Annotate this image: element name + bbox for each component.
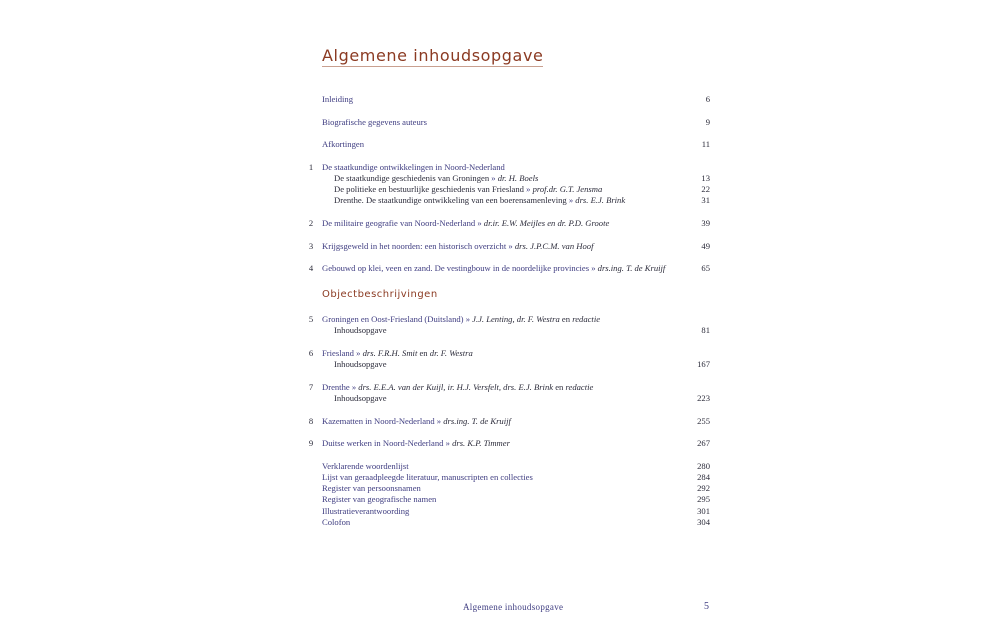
- entry-author: en: [553, 382, 566, 392]
- entry-page-number: 301: [697, 506, 710, 516]
- entry-page-number: 13: [701, 173, 710, 183]
- entry-title: Register van persoonsnamen: [322, 483, 421, 493]
- entry-page-number: 22: [701, 184, 710, 194]
- page-title: Algemene inhoudsopgave: [322, 46, 544, 65]
- toc-entry: [0, 493, 1000, 505]
- entry-author: en: [417, 348, 430, 358]
- entry-title: Inhoudsopgave: [334, 393, 387, 403]
- entry-title: Inleiding: [322, 94, 354, 104]
- entry-author: redactie: [572, 314, 601, 324]
- entry-title: De staatkundige ontwikkelingen in Noord-Nederland: [322, 162, 505, 172]
- entry-title: Lijst van geraadpleegde literatuur, manuscripten en collecties: [322, 472, 533, 482]
- entry-page-number: 267: [697, 438, 710, 448]
- entry-page-number: 9: [705, 117, 710, 127]
- entry-title: Kazematten in Noord-Nederland » drs.ing. T. de Kruijf: [322, 416, 511, 426]
- entry-author: drs. E.E.A. van der Kuijl, ir. H.J. Versfelt, drs. E.J. Brink: [358, 382, 554, 392]
- entry-title: Register van geografische namen: [322, 494, 437, 504]
- toc-entry: [0, 358, 1000, 370]
- entry-number: 9: [308, 438, 314, 448]
- toc-entry: [0, 93, 1000, 105]
- entry-page-number: 31: [701, 195, 710, 205]
- entry-number: 8: [308, 416, 314, 426]
- entry-title: Illustratieverantwoording: [322, 506, 410, 516]
- entry-author: drs. E.J. Brink: [575, 195, 626, 205]
- entry-page-number: 11: [701, 139, 710, 149]
- entry-number: 1: [308, 162, 314, 172]
- entry-page-number: 295: [697, 494, 710, 504]
- entry-number: 2: [308, 218, 314, 228]
- entry-number: 3: [308, 241, 314, 251]
- toc-entry: [0, 392, 1000, 404]
- entry-title: Groningen en Oost-Friesland (Duitsland) » J.J. Lenting, dr. F. Westra en redactie: [322, 314, 601, 324]
- entry-page-number: 284: [697, 472, 710, 482]
- toc-entry: [0, 116, 1000, 128]
- section-heading: Objectbeschrijvingen: [322, 289, 438, 300]
- toc-entry: [0, 415, 1000, 427]
- toc-entry: [0, 262, 1000, 274]
- entry-title: Friesland » drs. F.R.H. Smit en dr. F. Westra: [322, 348, 473, 358]
- entry-page-number: 255: [697, 416, 710, 426]
- entry-author: drs. K.P. Timmer: [452, 438, 510, 448]
- entry-title: Drenthe » drs. E.E.A. van der Kuijl, ir. H.J. Versfelt, drs. E.J. Brink en redactie: [322, 382, 594, 392]
- entry-title: Colofon: [322, 517, 351, 527]
- entry-title: Gebouwd op klei, veen en zand. De vestingbouw in de noordelijke provincies » drs.ing. T. de Kruijf: [322, 263, 666, 273]
- toc-entry: [0, 138, 1000, 150]
- entry-author: drs.ing. T. de Kruijf: [597, 263, 666, 273]
- toc-entry: [0, 324, 1000, 336]
- toc-entry: [0, 194, 1000, 206]
- entry-page-number: 81: [701, 325, 710, 335]
- entry-title: Drenthe. De staatkundige ontwikkeling van een boerensamenleving » drs. E.J. Brink: [334, 195, 626, 205]
- entry-author: drs. J.P.C.M. van Hoof: [514, 241, 594, 251]
- entry-title: Afkortingen: [322, 139, 365, 149]
- entry-number: 6: [308, 348, 314, 358]
- entry-title: Duitse werken in Noord-Nederland » drs. K.P. Timmer: [322, 438, 510, 448]
- entry-author: dr.ir. E.W. Meijles en dr. P.D. Groote: [483, 218, 610, 228]
- toc-entry: [0, 240, 1000, 252]
- entry-author: redactie: [565, 382, 594, 392]
- entry-page-number: 65: [701, 263, 710, 273]
- entry-page-number: 292: [697, 483, 710, 493]
- entry-page-number: 49: [701, 241, 710, 251]
- footer-title: Algemene inhoudsopgave: [463, 602, 564, 612]
- entry-page-number: 280: [697, 461, 710, 471]
- entry-title: De politieke en bestuurlijke geschiedenis van Friesland » prof.dr. G.T. Jensma: [334, 184, 603, 194]
- entry-title: De staatkundige geschiedenis van Groningen » dr. H. Boels: [334, 173, 539, 183]
- toc-entry: [0, 516, 1000, 528]
- toc-entry: [0, 217, 1000, 229]
- toc-entry: [0, 437, 1000, 449]
- entry-page-number: 167: [697, 359, 710, 369]
- entry-title: De militaire geografie van Noord-Nederland » dr.ir. E.W. Meijles en dr. P.D. Groote: [322, 218, 610, 228]
- entry-page-number: 223: [697, 393, 710, 403]
- entry-author: prof.dr. G.T. Jensma: [532, 184, 603, 194]
- entry-title: Biografische gegevens auteurs: [322, 117, 427, 127]
- entry-author: drs.ing. T. de Kruijf: [443, 416, 511, 426]
- entry-title: Inhoudsopgave: [334, 325, 387, 335]
- footer-page-number: 5: [704, 601, 709, 612]
- entry-number: 4: [308, 263, 314, 273]
- entry-author: J.J. Lenting, dr. F. Westra: [472, 314, 560, 324]
- entry-page-number: 6: [705, 94, 710, 104]
- entry-author: dr. H. Boels: [497, 173, 539, 183]
- entry-title: Inhoudsopgave: [334, 359, 387, 369]
- entry-author: dr. F. Westra: [429, 348, 473, 358]
- entry-page-number: 39: [701, 218, 710, 228]
- entry-number: 7: [308, 382, 314, 392]
- entry-author: drs. F.R.H. Smit: [362, 348, 418, 358]
- entry-page-number: 304: [697, 517, 710, 527]
- entry-number: 5: [308, 314, 314, 324]
- entry-title: Krijgsgeweld in het noorden: een historisch overzicht » drs. J.P.C.M. van Hoof: [322, 241, 594, 251]
- entry-author: en: [559, 314, 573, 324]
- entry-title: Verklarende woordenlijst: [322, 461, 409, 471]
